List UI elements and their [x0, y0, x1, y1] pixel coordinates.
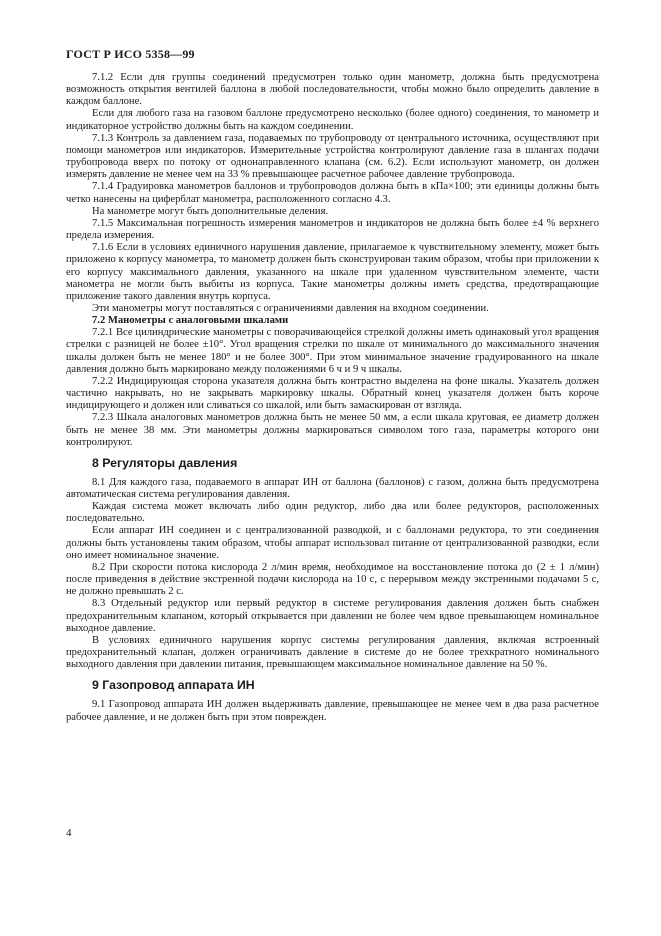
paragraph-8-1-cont-1: Каждая система может включать либо один редуктор, либо два или более редукторов, расположенных последовательно.: [66, 501, 599, 525]
document-body: [66, 72, 599, 724]
subsection-heading-7-2: 7.2 Манометры с аналоговыми шкалами: [92, 315, 289, 327]
section-heading-9: 9 Газопровод аппарата ИН: [92, 678, 255, 693]
paragraph-7-1-6-cont: Эти манометры могут поставляться с ограничениями давления на входном соединении.: [92, 302, 489, 314]
paragraph-9-1: 9.1 Газопровод аппарата ИН должен выдерживать давление, превышающее не менее чем в два раза расчетное рабочее давление, и не должен быть при этом поврежден.: [66, 699, 599, 723]
paragraph-7-1-2: 7.1.2 Если для группы соединений предусмотрен только один манометр, должна быть предусмотрена возможность открытия вентилей баллона в любой последовательности, чтобы можно было определить давление в каждом баллоне.: [66, 72, 599, 108]
paragraph-8-1: 8.1 Для каждого газа, подаваемого в аппарат ИН от баллона (баллонов) с газом, должна быть предусмотрена автоматическая система регулирования давления.: [66, 476, 599, 500]
paragraph-8-1-cont-2: Если аппарат ИН соединен и с централизованной разводкой, и с баллонами редуктора, то эти соединения должны быть установлены таким образом, чтобы аппарат использовал питание от централизованной разводки, если оно имеет номинальное значение.: [66, 525, 599, 561]
paragraph-8-3-cont: В условиях единичного нарушения корпус системы регулирования давления, включая встроенный предохранительный клапан, должен ограничивать давление в системе до не более трехкратного номинального выходного давления при давлении питания, превышающем максимальное номинальное давление на 50 %.: [66, 634, 599, 671]
page-number: 4: [66, 827, 72, 839]
paragraph-7-2-1: 7.2.1 Все цилиндрические манометры с поворачивающейся стрелкой должны иметь одинаковый угол вращения стрелки с разницей не более ±10°. Угол вращения стрелки по шкале от минимального до максимального значения шкалы должен быть не менее 180° и не более 300°. При этом минимальное значение градуированного на шкале давления должно быть маркировано между положениями 6 ч и 9 ч шкалы.: [66, 327, 599, 375]
paragraph-7-1-4: 7.1.4 Градуировка манометров баллонов и трубопроводов должна быть в кПа×100; эти единицы должны быть четко нанесены на циферблат манометра, расположенного согласно 4.3.: [66, 181, 599, 205]
paragraph-7-1-4-cont: На манометре могут быть дополнительные деления.: [92, 205, 329, 217]
paragraph-7-1-2-cont: Если для любого газа на газовом баллоне предусмотрено несколько (более одного) соединения, то манометр и индикаторное устройство должны быть на каждом соединении.: [66, 108, 599, 132]
paragraph-7-2-2: 7.2.2 Индицирующая сторона указателя должна быть контрастно выделена на фоне шкалы. Указатель должен частично накрывать, но не закрывать маркировку шкалы. Обратный конец указателя должен быть короче индицирующего и должен или сливаться со шкалой, или быть замаскирован от взгляда.: [66, 375, 599, 412]
paragraph-7-2-3: 7.2.3 Шкала аналоговых манометров должна быть не менее 50 мм, а если шкала круговая, ее диаметр должен быть не менее 38 мм. Эти манометры должны маркироваться символом того газа, параметры которого они контролируют.: [66, 412, 599, 448]
paragraph-7-1-5: 7.1.5 Максимальная погрешность измерения манометров и индикаторов не должна быть более ±4 % верхнего предела измерения.: [66, 217, 599, 242]
paragraph-8-2: 8.2 При скорости потока кислорода 2 л/мин время, необходимое на восстановление потока до (2 ± 1 л/мин) после приведения в действие экстренной подачи кислорода на 10 с, с перерывом между экстренными подачами 5 с, не должно превышать 2 с.: [66, 561, 599, 598]
paragraph-7-1-6: 7.1.6 Если в условиях единичного нарушения давление, прилагаемое к чувствительному элементу, может быть приложено к корпусу манометра, то манометр должен быть сконструирован таким образом, чтобы при приложении к его корпусу максимального давления, указанного на шкале при удаленном чувствительном элементе, части манометра не могли быть выбиты из корпуса. Такие манометры должны иметь средства, предотвращающие приложение такого давления внутрь корпуса.: [66, 242, 599, 302]
paragraph-8-3: 8.3 Отдельный редуктор или первый редуктор в системе регулирования давления должен быть снабжен предохранительным клапаном, который открывается при давлении не более чем вдвое превышающем номинальное выходное давление.: [66, 598, 599, 634]
section-heading-8: 8 Регуляторы давления: [92, 455, 238, 470]
document-header: ГОСТ Р ИСО 5358—99: [66, 47, 195, 61]
paragraph-7-1-3: 7.1.3 Контроль за давлением газа, подаваемых по трубопроводу от центрального источника, осуществляют при помощи манометров или индикаторов. Измерительные устройства контролируют давление газа в шлангах подачи трубопровода вверх по потоку от однонаправленного клапана (см. 6.2). Если используют манометр, он должен измерять давление не менее чем на 33 % превышающее расчетное рабочее давление трубопровода.: [66, 132, 599, 181]
